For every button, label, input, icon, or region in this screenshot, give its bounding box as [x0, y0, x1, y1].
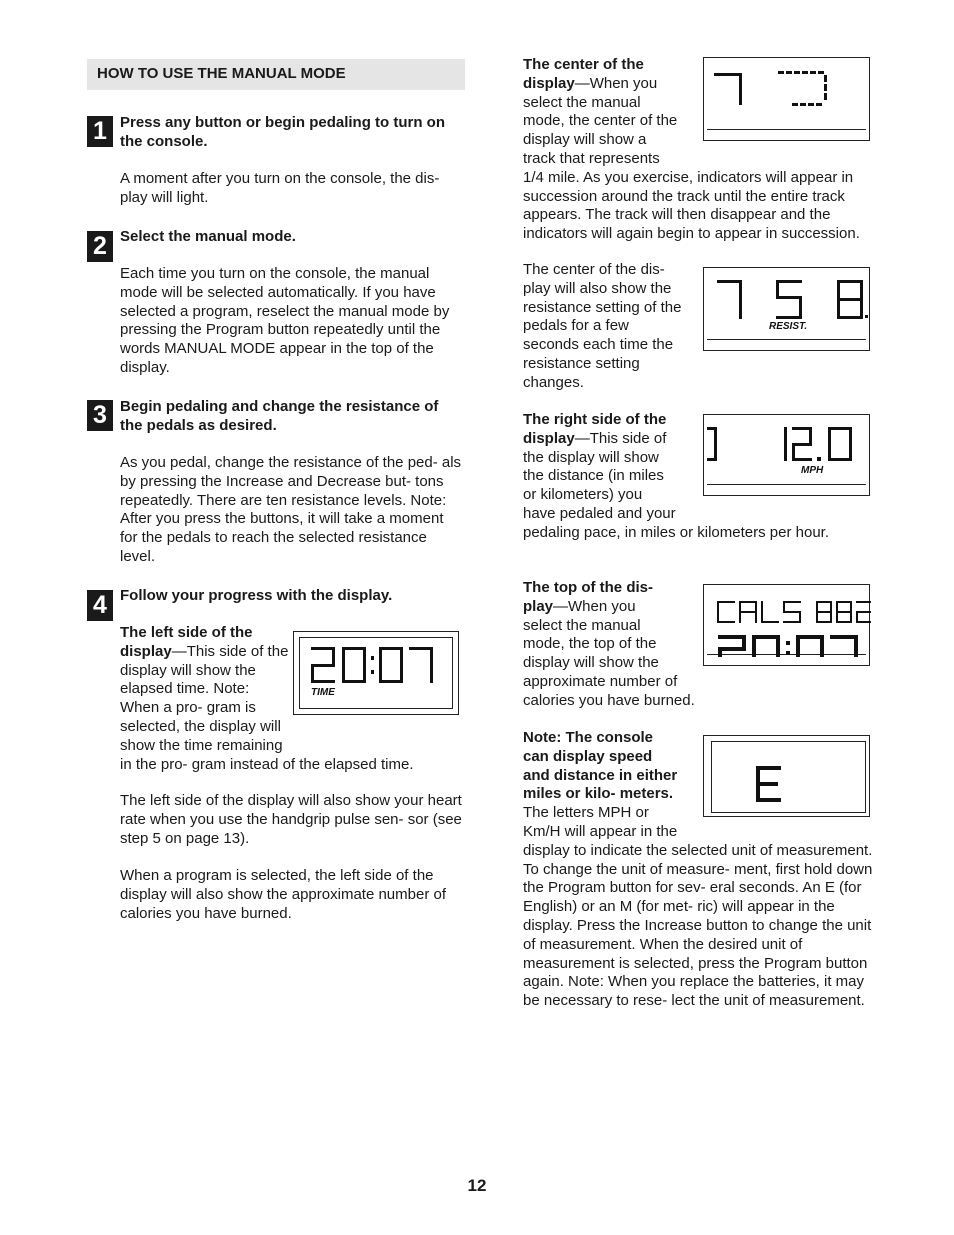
seg — [784, 427, 787, 461]
center-resistance-paragraph: The center of the dis- play will also show the resistance setting of the pedals for a few seconds each time the resistance setting changes. — [523, 261, 682, 391]
seg — [856, 621, 871, 623]
resist-digits-svg — [704, 268, 871, 352]
units-display-figure — [703, 735, 870, 817]
seg — [836, 601, 852, 603]
seg — [816, 601, 832, 603]
seg — [311, 647, 335, 650]
seg — [718, 647, 746, 651]
seg — [739, 611, 757, 613]
seg — [371, 670, 374, 674]
right-side-dash: — — [574, 429, 590, 447]
seg — [799, 296, 802, 319]
seg — [837, 298, 863, 301]
units-note-lead: Note: The console can display speed and distance in either miles or kilo- meters. — [523, 729, 678, 803]
resist-label: RESIST. — [769, 321, 808, 332]
seg — [809, 427, 812, 445]
time-label: TIME — [311, 687, 335, 698]
seg — [756, 782, 778, 786]
seg — [824, 84, 827, 91]
calories-program-paragraph: When a program is selected, the left side of the display will also show the approximate number of calories you have burned. — [120, 867, 446, 922]
seg — [810, 71, 816, 74]
seg — [311, 665, 314, 682]
seg — [849, 427, 852, 461]
seg — [742, 635, 746, 649]
seg — [752, 635, 756, 657]
track-svg — [704, 58, 871, 142]
top-side-lead: The top of the dis- play — [523, 579, 653, 615]
seg — [778, 71, 784, 74]
pulse-paragraph: The left side of the display will also show your heart rate when you use the handgrip pulse sen- sor (see step 5 on page 13). — [120, 792, 462, 847]
step-3-body: As you pedal, change the resistance of the ped- als by pressing the Increase and Decrease but- tons repeatedly. There are ten resistance levels. Note: After you press the buttons, it will take a moment for the pedals to reach the selected resistance level. — [120, 454, 462, 565]
seg — [865, 315, 868, 318]
seg — [717, 280, 742, 283]
seg — [714, 73, 742, 76]
seg — [820, 635, 824, 657]
seg — [828, 427, 831, 461]
seg — [371, 656, 374, 660]
time-digits-svg — [294, 632, 460, 716]
seg — [379, 647, 382, 683]
step-1-number: 1 — [87, 116, 113, 147]
seg — [409, 647, 433, 650]
left-side-lead: The left side of the display — [120, 624, 253, 660]
step-3-heading: Begin pedaling and change the resistance of the pedals as desired. — [120, 398, 439, 434]
seg — [776, 280, 779, 298]
seg — [718, 635, 746, 639]
seg — [342, 647, 366, 650]
seg — [816, 621, 832, 623]
seg — [311, 680, 335, 683]
seg — [786, 71, 792, 74]
seg — [707, 458, 717, 461]
seg — [796, 635, 800, 657]
seg — [756, 798, 781, 802]
time-display-figure — [293, 631, 459, 715]
seg — [776, 316, 802, 319]
seg — [379, 647, 403, 650]
units-note-rest: The letters MPH or Km/H will appear in the display to indicate the selected unit of measurement. To change the unit of measure- ment, first hold down the Program button for sev- eral seconds. An E (for English) or an M (for met- ric) will appear in the display. Press the Increase button to change the unit of measurement. When the desired unit of measurement is selected, press the Program button again. Note: When you replace the batteries, it may be necessary to rese- lect the unit of measurement. — [523, 804, 873, 1010]
seg — [342, 680, 366, 683]
seg — [783, 601, 801, 603]
center-track-rest: When you select the manual mode, the center of the display will show a track that represents 1/4 mile. As you exercise, indicators will appear in succession around the track until the entire track appears. The track will then disappear and the indicators will again begin to appear in succession. — [523, 74, 860, 243]
seg — [761, 601, 763, 623]
section-title: HOW TO USE THE MANUAL MODE — [97, 65, 346, 82]
step-2-heading: Select the manual mode. — [120, 228, 296, 245]
seg — [776, 635, 780, 657]
step-2-body: Each time you turn on the console, the manual mode will be selected automatically. If you have selected a program, reselect the manual mode by pressing the Program button repeatedly until the words MANUAL MODE appear in the top of the display. — [120, 265, 450, 376]
seg — [332, 647, 335, 665]
calories-digits-svg — [704, 585, 871, 667]
seg — [752, 635, 780, 639]
section-header — [87, 59, 465, 90]
seg — [828, 458, 852, 461]
seg — [817, 457, 821, 461]
page-number: 12 — [467, 1176, 487, 1195]
seg — [816, 103, 822, 106]
seg — [717, 601, 735, 603]
seg — [786, 641, 790, 645]
speed-display-figure — [703, 414, 870, 496]
step-1-heading: Press any button or begin pedaling to turn on the console. — [120, 114, 446, 150]
seg — [836, 611, 852, 613]
center-track-dash: — — [574, 74, 590, 92]
seg — [783, 611, 801, 613]
step-2-number: 2 — [87, 231, 113, 262]
seg — [828, 427, 852, 430]
step-4-number: 4 — [87, 590, 113, 621]
seg — [836, 621, 852, 623]
seg — [379, 680, 403, 683]
seg — [854, 635, 858, 657]
step-3-number: 3 — [87, 400, 113, 431]
seg — [717, 621, 735, 623]
seg — [717, 601, 719, 623]
seg — [816, 611, 832, 613]
seg — [856, 611, 871, 613]
seg — [761, 621, 779, 623]
seg — [739, 601, 757, 603]
speed-digits-svg — [704, 415, 871, 497]
top-side-rest: When you select the manual mode, the top of the display will show the approximate number of calories you have burned. — [523, 597, 695, 709]
right-side-lead: The right side of the display — [523, 411, 667, 447]
seg — [818, 71, 824, 74]
calories-display-figure — [703, 584, 870, 666]
top-side-dash: — — [553, 597, 569, 615]
seg — [430, 647, 433, 683]
seg — [824, 75, 827, 82]
seg — [792, 103, 798, 106]
units-letter-svg — [704, 736, 871, 818]
speed-label: MPH — [801, 465, 824, 476]
left-side-dash: — — [171, 642, 187, 660]
seg — [837, 280, 863, 283]
right-side-rest: This side of the display will show the distance (in miles or kilometers) you have pedaled and your pedaling pace, in miles or kilometers per hour. — [523, 429, 829, 541]
seg — [796, 635, 824, 639]
seg — [802, 71, 808, 74]
seg — [856, 601, 871, 603]
seg — [776, 280, 802, 283]
seg — [786, 651, 790, 655]
seg — [363, 647, 366, 683]
seg — [837, 316, 863, 319]
seg — [311, 664, 335, 667]
seg — [400, 647, 403, 683]
left-side-rest: This side of the display will show the elapsed time. Note: When a pro- gram is selected, the display will show the time remaining in the pro- gram instead of the elapsed time. — [120, 642, 414, 773]
seg — [824, 93, 827, 100]
step-1-body: A moment after you turn on the console, the dis- play will light. — [120, 170, 440, 206]
center-track-lead: The center of the display — [523, 56, 644, 92]
seg — [830, 635, 858, 639]
seg — [718, 647, 722, 657]
step-4-heading: Follow your progress with the display. — [120, 587, 393, 604]
seg — [342, 647, 345, 683]
seg — [776, 296, 802, 299]
seg — [783, 621, 801, 623]
resist-display-figure — [703, 267, 870, 351]
seg — [792, 458, 812, 461]
seg — [714, 427, 717, 461]
seg — [739, 280, 742, 319]
seg — [739, 73, 742, 105]
seg — [794, 71, 800, 74]
seg — [808, 103, 814, 106]
track-display-figure — [703, 57, 870, 141]
seg — [800, 103, 806, 106]
